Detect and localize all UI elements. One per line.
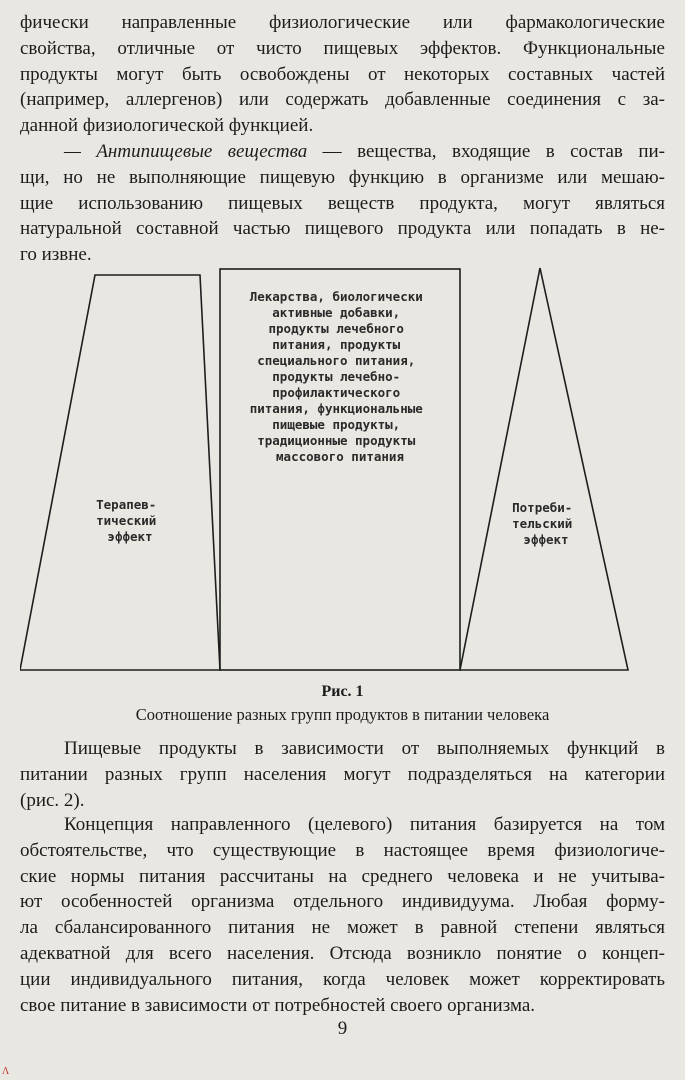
- term-definition: — вещества, входящие в состав пи-: [307, 141, 665, 162]
- consumer-effect-label: Потреби- тельский эффект: [512, 500, 573, 547]
- term-antinutrients: — Антипищевые вещества: [64, 141, 308, 162]
- text-line: продукты могут быть освобождены от некоторых составных частей: [20, 63, 665, 85]
- text-line: адекватной для всего населения. Отсюда возникло понятие о концеп-: [20, 942, 665, 964]
- text-line: Пищевые продукты в зависимости от выполняемых функций в: [64, 738, 665, 759]
- text-line: данной физиологической функцией.: [20, 115, 314, 137]
- corner-mark: Λ: [2, 1066, 10, 1077]
- figure-caption-text: Соотношение разных групп продуктов в питании человека: [135, 705, 550, 724]
- text-line: свое питание в зависимости от потребностей своего организма.: [20, 994, 536, 1016]
- text-line: питании разных групп населения могут подразделяться на категории: [20, 763, 665, 785]
- text-line: ции индивидуального питания, когда человек может корректировать: [20, 968, 665, 990]
- text-line: свойства, отличные от чисто пищевых эффектов. Функциональные: [20, 37, 665, 59]
- paragraph-functional-products: [20, 10, 665, 139]
- text-line: Концепция направленного (целевого) питания базируется на том: [64, 814, 665, 835]
- text-line: щие использованию пищевых веществ продукта, могут являться: [20, 192, 665, 214]
- page-number: 9: [337, 1018, 348, 1039]
- consumer-effect-triangle: [460, 268, 628, 670]
- text-line: [20, 139, 665, 165]
- text-line: обстоятельстве, что существующие в настоящее время физиологиче-: [20, 839, 665, 861]
- text-line: фически направленные физиологические или фармакологические: [20, 12, 665, 33]
- therapeutic-effect-trapezoid: [20, 275, 220, 670]
- products-list-label: Лекарства, биологически активные добавки, продукты лечебного питания, продукты специального питания, продукты лечебно- профилактического питания, функциональные пищевые продукты, традиционные продукты массового питания: [249, 289, 423, 464]
- text-line: го извне.: [20, 244, 92, 266]
- text-line: щи, но не выполняющие пищевую функцию в организме или мешаю-: [20, 166, 665, 188]
- text-line: (например, аллергенов) или содержать добавленные соединения с за-: [20, 89, 665, 111]
- text-line: натуральной составной частью пищевого продукта или попадать в не-: [20, 218, 665, 240]
- figure-product-groups-diagram: [20, 260, 665, 675]
- paragraph-antinutrients: [20, 139, 665, 268]
- text-line: ют особенностей организма отдельного индивидуума. Любая форму-: [20, 891, 665, 913]
- figure-caption-title: Рис. 1: [321, 683, 364, 700]
- paragraph-food-categories: [20, 736, 665, 813]
- text-line: ские нормы питания рассчитаны на среднего человека и не учитыва-: [20, 865, 665, 887]
- text-line: ла сбалансированного питания не может в равной степени являться: [20, 917, 665, 939]
- text-line: (рис. 2).: [20, 789, 85, 811]
- paragraph-targeted-nutrition: [20, 812, 665, 1018]
- therapeutic-effect-label: Терапев- тический эффект: [96, 497, 157, 544]
